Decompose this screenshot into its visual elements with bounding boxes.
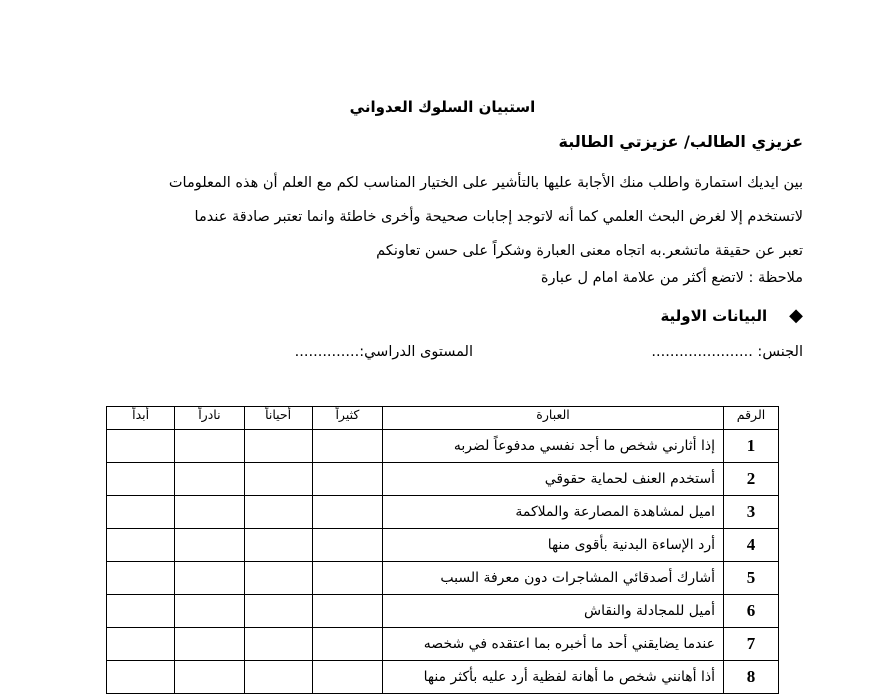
row-number: 8 bbox=[724, 661, 779, 694]
questionnaire-table bbox=[106, 406, 779, 694]
answer-cell-never[interactable] bbox=[107, 430, 175, 463]
answer-cell-sometimes[interactable] bbox=[244, 661, 312, 694]
header-never: أبداً bbox=[107, 407, 175, 430]
answer-cell-rarely[interactable] bbox=[175, 628, 244, 661]
row-statement: أميل للمجادلة والنقاش bbox=[383, 595, 724, 628]
intro-line: تعبر عن حقيقة ماتشعر.به اتجاه معنى العبارة وشكراً على حسن تعاونكم bbox=[376, 243, 803, 259]
row-statement: أرد الإساءة البدنية بأقوى منها bbox=[383, 529, 724, 562]
document-title: استبيان السلوك العدواني bbox=[349, 98, 536, 116]
table-row bbox=[107, 562, 779, 595]
answer-cell-rarely[interactable] bbox=[175, 529, 244, 562]
table-row bbox=[107, 595, 779, 628]
answer-cell-sometimes[interactable] bbox=[244, 628, 312, 661]
intro-line: بين ايديك استمارة واطلب منك الأجابة عليها بالتأشير على الختيار المناسب لكم مع العلم أن هذه المعلومات bbox=[168, 175, 803, 191]
answer-cell-never[interactable] bbox=[107, 496, 175, 529]
answer-cell-sometimes[interactable] bbox=[244, 529, 312, 562]
answer-cell-often[interactable] bbox=[312, 661, 382, 694]
table-row bbox=[107, 661, 779, 694]
answer-cell-rarely[interactable] bbox=[175, 661, 244, 694]
answer-cell-sometimes[interactable] bbox=[244, 595, 312, 628]
table-row bbox=[107, 628, 779, 661]
row-number: 1 bbox=[724, 430, 779, 463]
header-rarely: نادراً bbox=[175, 407, 244, 430]
row-statement: أستخدم العنف لحماية حقوقي bbox=[383, 463, 724, 496]
answer-cell-rarely[interactable] bbox=[175, 463, 244, 496]
table-row bbox=[107, 529, 779, 562]
answer-cell-never[interactable] bbox=[107, 595, 175, 628]
row-number: 3 bbox=[724, 496, 779, 529]
section-title: البيانات الاولية bbox=[660, 306, 768, 325]
answer-cell-sometimes[interactable] bbox=[244, 496, 312, 529]
answer-cell-often[interactable] bbox=[312, 562, 382, 595]
answer-cell-often[interactable] bbox=[312, 430, 382, 463]
answer-cell-often[interactable] bbox=[312, 595, 382, 628]
answer-cell-rarely[interactable] bbox=[175, 430, 244, 463]
answer-cell-rarely[interactable] bbox=[175, 595, 244, 628]
row-number: 4 bbox=[724, 529, 779, 562]
answer-cell-sometimes[interactable] bbox=[244, 463, 312, 496]
answer-cell-often[interactable] bbox=[312, 628, 382, 661]
answer-cell-often[interactable] bbox=[312, 529, 382, 562]
answer-cell-never[interactable] bbox=[107, 661, 175, 694]
answer-cell-never[interactable] bbox=[107, 628, 175, 661]
section-heading bbox=[660, 305, 803, 326]
diamond-bullet-icon: ◆ bbox=[789, 305, 803, 326]
row-statement: اميل لمشاهدة المصارعة والملاكمة bbox=[383, 496, 724, 529]
study-level-field[interactable]: المستوى الدراسي:.............. bbox=[294, 344, 473, 360]
answer-cell-never[interactable] bbox=[107, 529, 175, 562]
answer-cell-rarely[interactable] bbox=[175, 496, 244, 529]
row-statement: أذا أهانني شخص ما أهانة لفظية أرد عليه بأكثر منها bbox=[383, 661, 724, 694]
table-row bbox=[107, 430, 779, 463]
note: ملاحظة : لاتضع أكثر من علامة امام ل عبارة bbox=[540, 270, 803, 286]
greeting: عزيزي الطالب/ عزيزتي الطالبة bbox=[558, 132, 803, 151]
row-number: 5 bbox=[724, 562, 779, 595]
answer-cell-never[interactable] bbox=[107, 463, 175, 496]
row-number: 2 bbox=[724, 463, 779, 496]
table-row bbox=[107, 496, 779, 529]
gender-field[interactable]: الجنس: ...................... bbox=[651, 344, 803, 360]
answer-cell-often[interactable] bbox=[312, 496, 382, 529]
header-sometimes: أحياناً bbox=[244, 407, 312, 430]
row-number: 6 bbox=[724, 595, 779, 628]
answer-cell-sometimes[interactable] bbox=[244, 430, 312, 463]
answer-cell-often[interactable] bbox=[312, 463, 382, 496]
row-statement: عندما يضايقني أحد ما أخبره بما اعتقده في شخصه bbox=[383, 628, 724, 661]
row-number: 7 bbox=[724, 628, 779, 661]
table-row bbox=[107, 463, 779, 496]
intro-line: لاتستخدم إلا لغرض البحث العلمي كما أنه لاتوجد إجابات صحيحة وأخرى خاطئة وانما تعتبر صادقة عندما bbox=[194, 209, 803, 225]
header-num: الرقم bbox=[724, 407, 779, 430]
table-header-row bbox=[107, 407, 779, 430]
intro-paragraph bbox=[103, 166, 803, 268]
answer-cell-rarely[interactable] bbox=[175, 562, 244, 595]
header-often: كثيراً bbox=[312, 407, 382, 430]
answer-cell-never[interactable] bbox=[107, 562, 175, 595]
header-statement: العبارة bbox=[383, 407, 724, 430]
answer-cell-sometimes[interactable] bbox=[244, 562, 312, 595]
row-statement: إذا أثارني شخص ما أجد نفسي مدفوعاً لضربه bbox=[383, 430, 724, 463]
row-statement: أشارك أصدقائي المشاجرات دون معرفة السبب bbox=[383, 562, 724, 595]
